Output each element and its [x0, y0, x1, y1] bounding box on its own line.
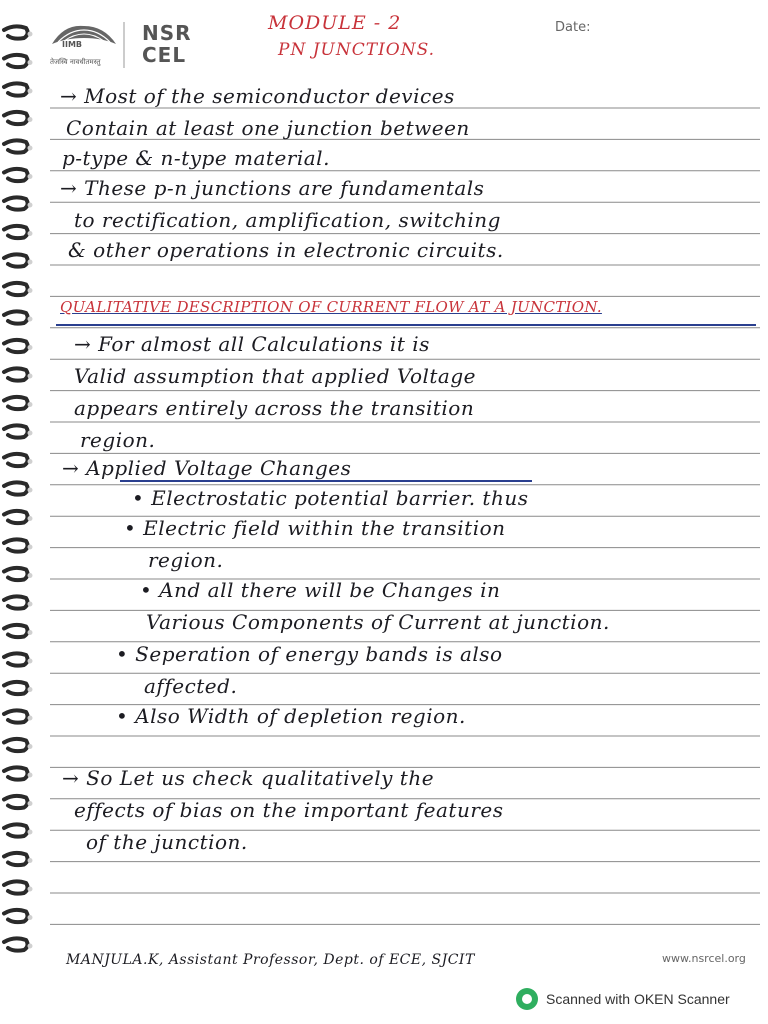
scanner-watermark: [516, 988, 730, 1010]
spiral-binding: [0, 0, 40, 960]
intro-line: p-type & n-type material.: [62, 146, 330, 170]
body-line: region.: [80, 428, 156, 452]
body-line: of the junction.: [86, 830, 248, 854]
body-line: → So Let us check qualitatively the: [62, 766, 435, 790]
body-line: → For almost all Calculations it is: [74, 332, 430, 356]
intro-line: to rectification, amplification, switching: [74, 208, 501, 232]
body-line: • Also Width of depletion region.: [116, 704, 466, 728]
section-heading: QUALITATIVE DESCRIPTION OF CURRENT FLOW AT A JUNCTION.: [60, 298, 602, 316]
body-line: appears entirely across the transition: [74, 396, 475, 420]
date-label: Date:: [555, 20, 591, 35]
body-line: affected.: [144, 674, 238, 698]
oken-scanner-icon: [516, 988, 538, 1010]
module-subtitle: PN JUNCTIONS.: [278, 40, 436, 60]
logo-motto: तेजस्वि नावधीतमस्तु: [50, 58, 101, 66]
intro-line: & other operations in electronic circuits.: [68, 238, 504, 262]
heading-underline: [56, 324, 756, 326]
body-line: effects of bias on the important features: [74, 798, 504, 822]
intro-line: Contain at least one junction between: [66, 116, 470, 140]
applied-voltage-underline: [120, 480, 532, 482]
footer-url: www.nsrcel.org: [662, 952, 746, 965]
logo-iimb-text: IIMB: [62, 40, 83, 49]
footer-author: MANJULA.K, Assistant Professor, Dept. of ECE, SJCIT: [66, 952, 475, 968]
logo-nsr-text: NSR: [142, 21, 192, 45]
logo-nsrcel: [142, 22, 192, 66]
body-line: → Applied Voltage Changes: [62, 456, 352, 480]
body-line: • And all there will be Changes in: [140, 578, 501, 602]
logo-cel-text: CEL: [142, 43, 187, 67]
body-line: Various Components of Current at junction.: [146, 610, 610, 634]
body-line: • Seperation of energy bands is also: [116, 642, 503, 666]
intro-line: → These p-n junctions are fundamentals: [60, 176, 485, 200]
body-line: region.: [148, 548, 224, 572]
module-title: MODULE - 2: [268, 12, 402, 34]
body-line: Valid assumption that applied Voltage: [74, 364, 476, 388]
body-line: • Electric field within the transition: [124, 516, 506, 540]
intro-line: → Most of the semiconductor devices: [60, 84, 455, 108]
body-line: • Electrostatic potential barrier. thus: [132, 486, 529, 510]
scanner-text: Scanned with OKEN Scanner: [546, 991, 730, 1007]
